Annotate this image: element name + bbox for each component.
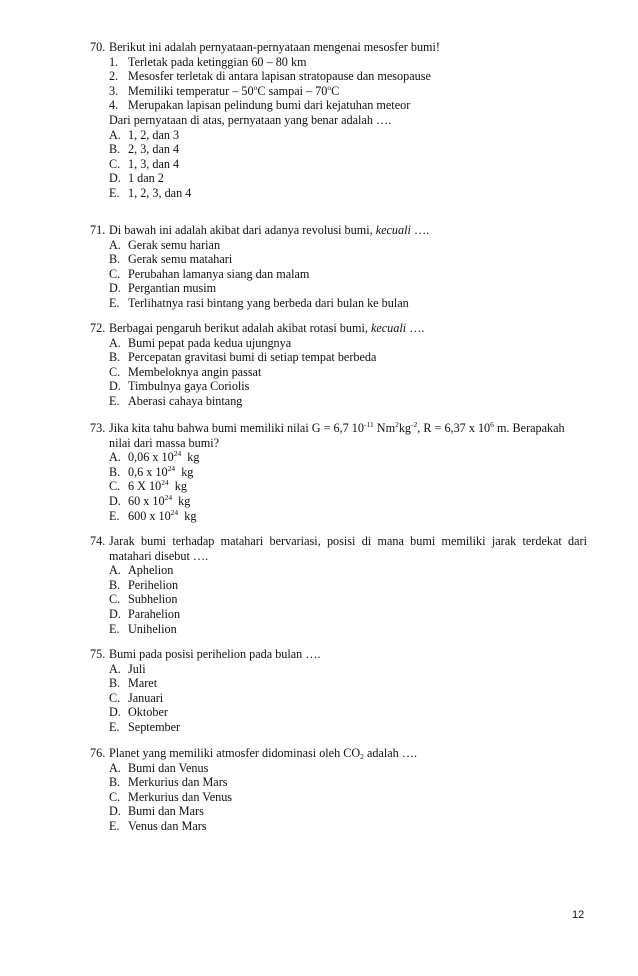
option-b: B. Maret: [109, 676, 158, 691]
question-text: Jika kita tahu bahwa bumi memiliki nilai G = 6,7 $10^{-11}$ $Nm^2kg^{-2}$, R = 6,37 x $10^6$ m. Berapakah: [109, 420, 565, 435]
option-d: D. 1 dan 2: [109, 171, 164, 186]
question-74: [90, 534, 587, 636]
option-e: E. Terlihatnya rasi bintang yang berbeda dari bulan ke bulan: [109, 295, 409, 310]
question-72: [90, 321, 587, 409]
question-text: Di bawah ini adalah akibat dari adanya revolusi bumi, kecuali ….: [109, 223, 430, 237]
option-c: C. Perubahan lamanya siang dan malam: [109, 266, 310, 281]
question-text: Jarak bumi terhadap matahari bervariasi, posisi di mana bumi memiliki jarak terdekat dari matahari disebut ….: [109, 534, 587, 563]
question-stem: [90, 421, 587, 436]
option-e: E. Aberasi cahaya bintang: [109, 393, 243, 408]
question-number: 75.: [90, 647, 106, 661]
option-e: E. 600 x $10^{24}$ kg: [109, 507, 197, 523]
statement-2: 2. Mesosfer terletak di antara lapisan stratopause dan mesopause: [109, 69, 431, 84]
option-d: D. Bumi dan Mars: [109, 804, 204, 819]
question-71: [90, 223, 587, 311]
question-text: Bumi pada posisi perihelion pada bulan ….: [109, 647, 321, 661]
option-b: B. 2, 3, dan 4: [109, 142, 180, 157]
question-stem: [90, 746, 587, 761]
option-c: C. 6 X $10^{24}$ kg: [109, 478, 187, 494]
option-a: A. 0,06 x $10^{24}$ kg: [109, 449, 200, 465]
option-d: D. Parahelion: [109, 606, 181, 621]
option-c: C. Januari: [109, 690, 164, 705]
option-e: E. September: [109, 719, 181, 734]
option-e: E. Unihelion: [109, 621, 177, 636]
option-b: B. Merkurius dan Mars: [109, 775, 228, 790]
option-d: D. 60 x $10^{24}$ kg: [109, 492, 191, 508]
question-75: [90, 647, 587, 735]
statement-4: 4. Merupakan lapisan pelindung bumi dari kejatuhan meteor: [109, 98, 411, 113]
option-c: C. Merkurius dan Venus: [109, 789, 233, 804]
question-text: Berbagai pengaruh berikut adalah akibat rotasi bumi, kecuali ….: [109, 321, 425, 335]
question-number: 71.: [90, 223, 106, 237]
question-prompt: Dari pernyataan di atas, pernyataan yang benar adalah ….: [109, 112, 392, 127]
option-b: B. 0,6 x $10^{24}$ kg: [109, 463, 194, 479]
question-stem: [90, 223, 587, 238]
option-c: C. 1, 3, dan 4: [109, 156, 180, 171]
option-c: C. Membeloknya angin passat: [109, 364, 262, 379]
option-b: B. Gerak semu matahari: [109, 252, 233, 267]
option-a: A. Aphelion: [109, 563, 174, 578]
option-e: E. 1, 2, 3, dan 4: [109, 185, 192, 200]
question-70: [90, 40, 587, 201]
question-stem: [90, 40, 587, 55]
question-76: [90, 746, 587, 834]
option-d: D. Pergantian musim: [109, 281, 217, 296]
option-e: E. Venus dan Mars: [109, 818, 207, 833]
option-b: B. Percepatan gravitasi bumi di setiap tempat berbeda: [109, 350, 377, 365]
question-number: 72.: [90, 321, 106, 335]
question-73: [90, 421, 587, 523]
question-text-continued: nilai dari massa bumi?: [109, 435, 219, 450]
question-number: 76.: [90, 746, 106, 760]
option-a: A. Gerak semu harian: [109, 237, 221, 252]
statement-3: 3. Memiliki temperatur – 50$^o$C sampai – 70$^o$C: [109, 82, 340, 98]
option-a: A. Bumi pepat pada kedua ujungnya: [109, 335, 292, 350]
statement-1: 1. Terletak pada ketinggian 60 – 80 km: [109, 54, 307, 69]
question-number: 74.: [90, 534, 106, 548]
option-a: A. Juli: [109, 661, 146, 676]
option-d: D. Timbulnya gaya Coriolis: [109, 379, 250, 394]
question-stem: [90, 321, 587, 336]
question-stem: [90, 534, 587, 563]
option-d: D. Oktober: [109, 705, 168, 720]
option-a: A. 1, 2, dan 3: [109, 127, 180, 142]
option-a: A. Bumi dan Venus: [109, 760, 209, 775]
question-number: 73.: [90, 421, 106, 435]
question-text: Planet yang memiliki atmosfer didominasi oleh $CO_2$ adalah ….: [109, 746, 418, 761]
question-text: Berikut ini adalah pernyataan-pernyataan mengenai mesosfer bumi!: [109, 40, 440, 54]
option-c: C. Subhelion: [109, 592, 178, 607]
option-b: B. Perihelion: [109, 577, 179, 592]
question-number: 70.: [90, 40, 106, 54]
page-number: 12: [572, 909, 585, 921]
question-stem: [90, 647, 587, 662]
